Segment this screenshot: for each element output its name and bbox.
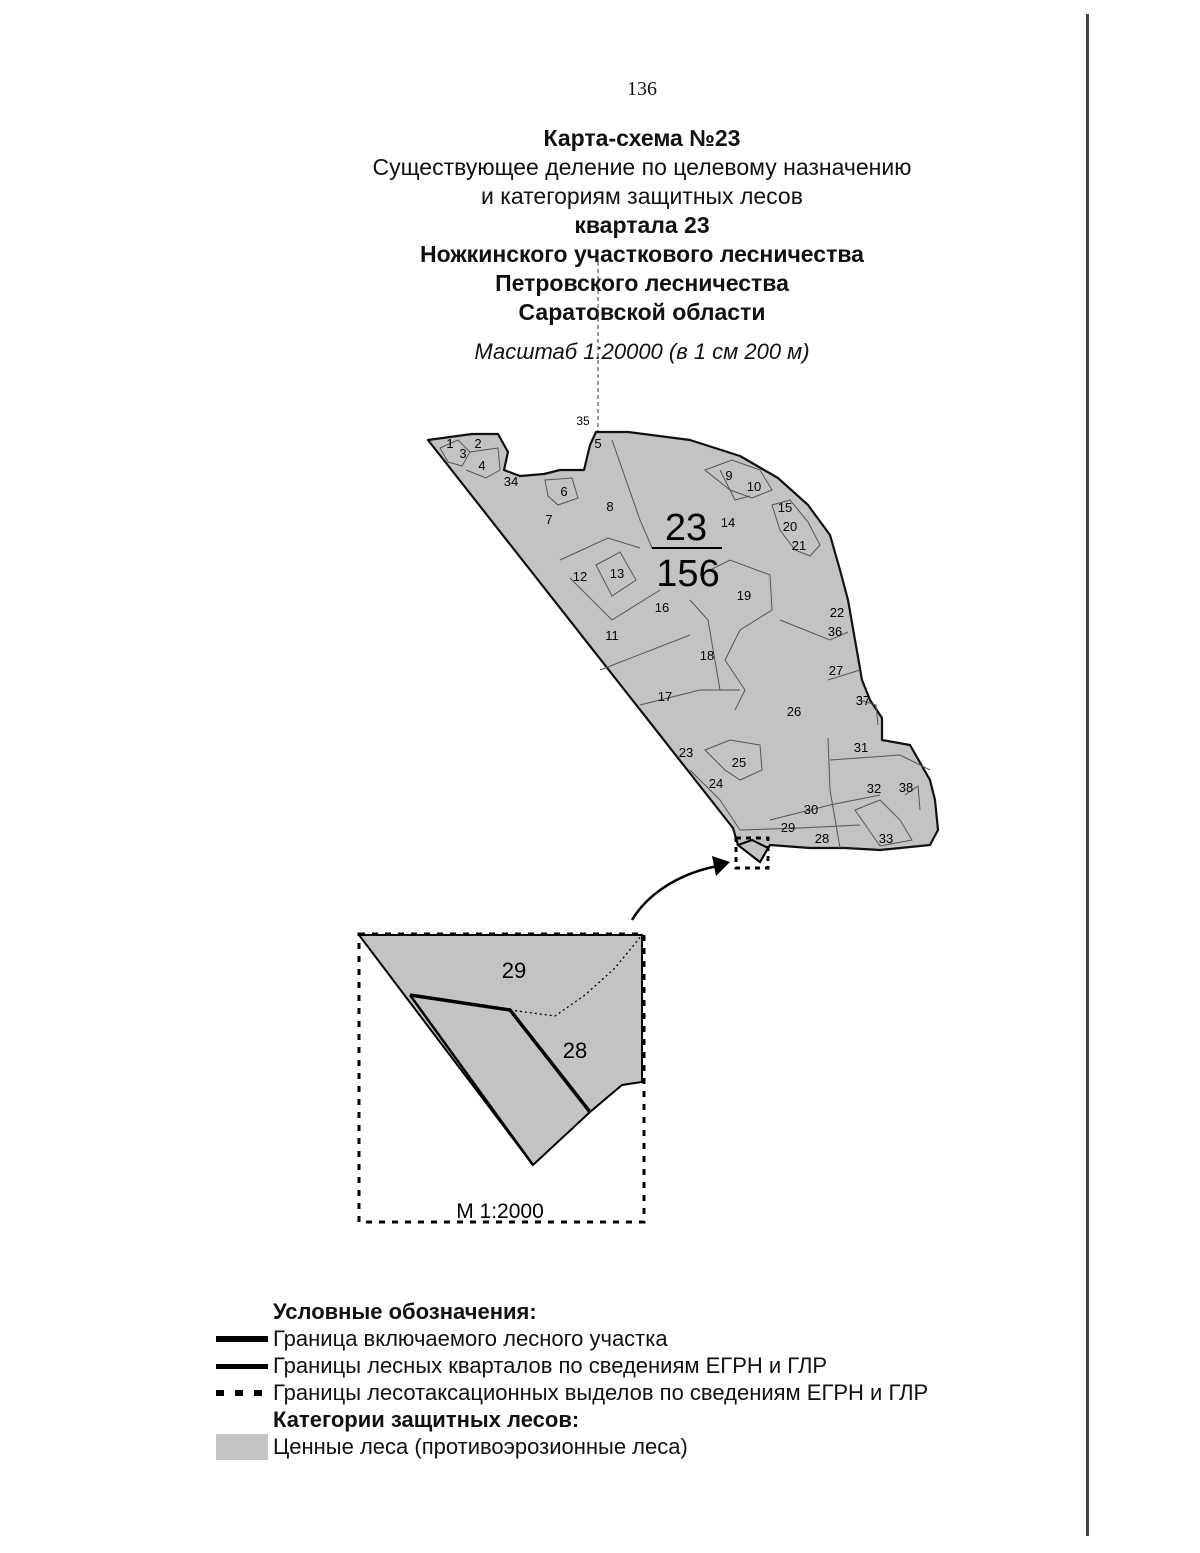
title-line-3: и категориям защитных лесов [481, 183, 803, 209]
quarter-polygon [428, 432, 938, 862]
title-line-2: Существующее деление по целевому назначению [372, 154, 912, 180]
plot-label: 12 [572, 569, 588, 584]
legend-item [216, 1325, 928, 1352]
page-number: 136 [627, 78, 657, 100]
plot-label: 21 [791, 538, 807, 553]
plot-label: 38 [898, 780, 914, 795]
line-icon [216, 1359, 268, 1373]
plot-label: 4 [478, 458, 486, 473]
gray-fill-icon [216, 1434, 268, 1460]
inset-polygon [359, 935, 642, 1165]
plot-label: 37 [855, 693, 871, 708]
legend-item-label: Граница включаемого лесного участка [273, 1325, 668, 1351]
plot-label: 1 [446, 436, 454, 451]
legend-item-label: Границы лесотаксационных выделов по сведениям ЕГРН и ГЛР [273, 1379, 929, 1405]
plot-label: 8 [606, 499, 614, 514]
inset-plot-label: 28 [562, 1038, 588, 1063]
plot-label: 25 [731, 755, 747, 770]
plot-label: 2 [474, 436, 482, 451]
dotted-line-icon [216, 1386, 268, 1400]
title-line-4: квартала 23 [574, 212, 710, 238]
title-line-7: Саратовской области [518, 299, 766, 325]
plot-label: 18 [699, 648, 715, 663]
legend-item [216, 1352, 928, 1379]
legend-heading: Условные обозначения: [273, 1298, 537, 1324]
title-line-5: Ножкинского участкового лесничества [420, 241, 864, 267]
thick-line-icon [216, 1332, 268, 1346]
legend-item-label: Ценные леса (противоэрозионные леса) [273, 1433, 688, 1459]
plot-label: 26 [786, 704, 802, 719]
plot-label: 24 [708, 776, 724, 791]
title-line-1: Карта-схема №23 [543, 125, 741, 151]
legend-category-heading: Категории защитных лесов: [273, 1406, 580, 1432]
quarter-number: 23 [664, 507, 708, 549]
neighbor-quarter-label: 35 [576, 414, 590, 428]
plot-label: 23 [678, 745, 694, 760]
inset-arrow [632, 866, 718, 920]
legend [216, 1298, 928, 1460]
plot-label: 29 [780, 820, 796, 835]
legend-item [216, 1379, 928, 1406]
plot-label: 5 [594, 436, 602, 451]
plot-label: 7 [545, 512, 553, 527]
plot-label: 10 [746, 479, 762, 494]
plot-label: 36 [827, 624, 843, 639]
plot-label: 34 [503, 474, 519, 489]
plot-label: 20 [782, 519, 798, 534]
plot-label: 9 [725, 468, 733, 483]
plot-label: 27 [828, 663, 844, 678]
plot-label: 11 [605, 628, 619, 643]
inset-plot-label: 29 [501, 958, 527, 983]
plot-label: 16 [654, 600, 670, 615]
arrow-head-icon [712, 856, 730, 876]
plot-label: 13 [609, 566, 625, 581]
title-line-6: Петровского лесничества [495, 270, 789, 296]
plot-label: 28 [814, 831, 830, 846]
quarter-area: 156 [656, 553, 720, 595]
legend-item-label: Границы лесных кварталов по сведениям ЕГРН и ГЛР [273, 1352, 828, 1378]
map-scale: Масштаб 1:20000 (в 1 см 200 м) [474, 339, 810, 364]
plot-label: 14 [720, 515, 736, 530]
plot-label: 31 [853, 740, 869, 755]
plot-label: 6 [560, 484, 568, 499]
legend-item [216, 1433, 928, 1460]
plot-label: 30 [803, 802, 819, 817]
plot-label: 19 [736, 588, 752, 603]
plot-label: 15 [777, 500, 793, 515]
inset-scale: М 1:2000 [456, 1200, 544, 1223]
plot-label: 3 [459, 446, 467, 461]
plot-label: 22 [829, 605, 845, 620]
plot-label: 17 [657, 689, 673, 704]
plot-label: 33 [878, 831, 894, 846]
plot-label: 32 [866, 781, 882, 796]
